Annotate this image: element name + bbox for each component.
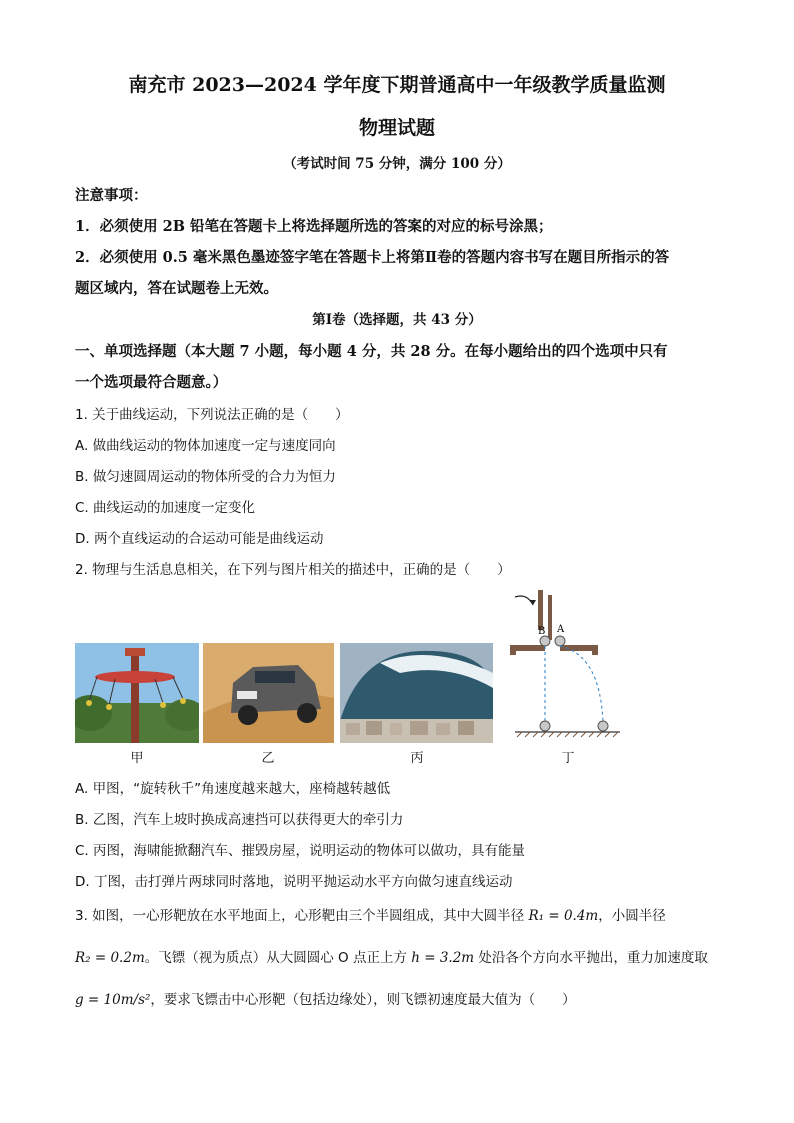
q2-option-c: C. 丙图，海啸能掀翻汽车、摧毁房屋，说明运动的物体可以做功，具有能量 <box>75 843 526 859</box>
exam-info: （考试时间 75 分钟，满分 100 分） <box>283 156 511 172</box>
q3-text-1a: 3. 如图，一心形靶放在水平地面上，心形靶由三个半圆组成，其中大圆半径 <box>75 908 529 924</box>
label-a: A <box>557 624 565 635</box>
q3-h: h = 3.2m <box>411 950 475 966</box>
exam-title: 南充市 2023—2024 学年度下期普通高中一年级教学质量监测 <box>128 74 666 96</box>
q3-text-1b: ，小圆半径 <box>598 908 666 924</box>
q1-option-c: C. 曲线运动的加速度一定变化 <box>75 500 256 516</box>
label-b: B <box>538 626 546 637</box>
q3-text-3b: ，要求飞镖击中心形靶（包括边缘处），则飞镖初速度最大值为（ ） <box>150 992 576 1008</box>
q2-option-b: B. 乙图，汽车上坡时换成高速挡可以获得更大的牵引力 <box>75 812 404 828</box>
note-item-2-line2: 题区域内，答在试题卷上无效。 <box>75 280 278 297</box>
section-heading-line2: 一个选项最符合题意。） <box>75 374 228 391</box>
notes-heading: 注意事项： <box>75 187 148 204</box>
caption-ding: 丁 <box>561 751 575 766</box>
q2-option-d: D. 丁图，击打弹片两球同时落地，说明平抛运动水平方向做匀速直线运动 <box>75 874 513 890</box>
q1-stem: 1. 关于曲线运动，下列说法正确的是（ ） <box>75 407 349 423</box>
q3-text-2c: 处沿各个方向水平抛出，重力加速度取 <box>474 950 708 966</box>
caption-bing: 丙 <box>410 751 424 766</box>
q1-option-d: D. 两个直线运动的合运动可能是曲线运动 <box>75 531 324 547</box>
photo-suv-desert <box>203 643 334 743</box>
q2-option-a: A. 甲图，“旋转秋千”角速度越来越大，座椅越转越低 <box>75 781 391 797</box>
q3-line1 <box>75 904 735 924</box>
part1-heading: 第Ⅰ卷（选择题，共 43 分） <box>312 312 482 328</box>
photo-tsunami <box>340 643 493 743</box>
q3-line2 <box>75 946 735 966</box>
q3-line3 <box>75 988 735 1008</box>
photo-swing-ride <box>75 643 199 743</box>
caption-jia: 甲 <box>130 751 144 766</box>
q3-r1: R₁ = 0.4m <box>528 908 599 924</box>
q1-option-b: B. 做匀速圆周运动的物体所受的合力为恒力 <box>75 469 336 485</box>
diagram-falling-balls <box>505 585 625 745</box>
section-heading-line1: 一、单项选择题（本大题 7 小题，每小题 4 分，共 28 分。在每小题给出的四个选项中只有 <box>75 343 668 360</box>
q3-g: g = 10m/s² <box>75 992 151 1008</box>
q1-option-a: A. 做曲线运动的物体加速度一定与速度同向 <box>75 438 336 454</box>
note-item-2-line1: 2．必须使用 0.5 毫米黑色墨迹签字笔在答题卡上将第Ⅱ卷的答题内容书写在题目所指示的答 <box>75 249 670 266</box>
q3-r2: R₂ = 0.2m <box>75 950 145 966</box>
note-item-1: 1．必须使用 2B 铅笔在答题卡上将选择题所选的答案的对应的标号涂黑； <box>75 218 553 235</box>
subject-title: 物理试题 <box>358 117 435 139</box>
q3-text-2b: 。飞镖（视为质点）从大圆圆心 O 点正上方 <box>144 950 412 966</box>
caption-yi: 乙 <box>261 751 275 766</box>
q2-stem: 2. 物理与生活息息相关，在下列与图片相关的描述中，正确的是（ ） <box>75 562 511 578</box>
